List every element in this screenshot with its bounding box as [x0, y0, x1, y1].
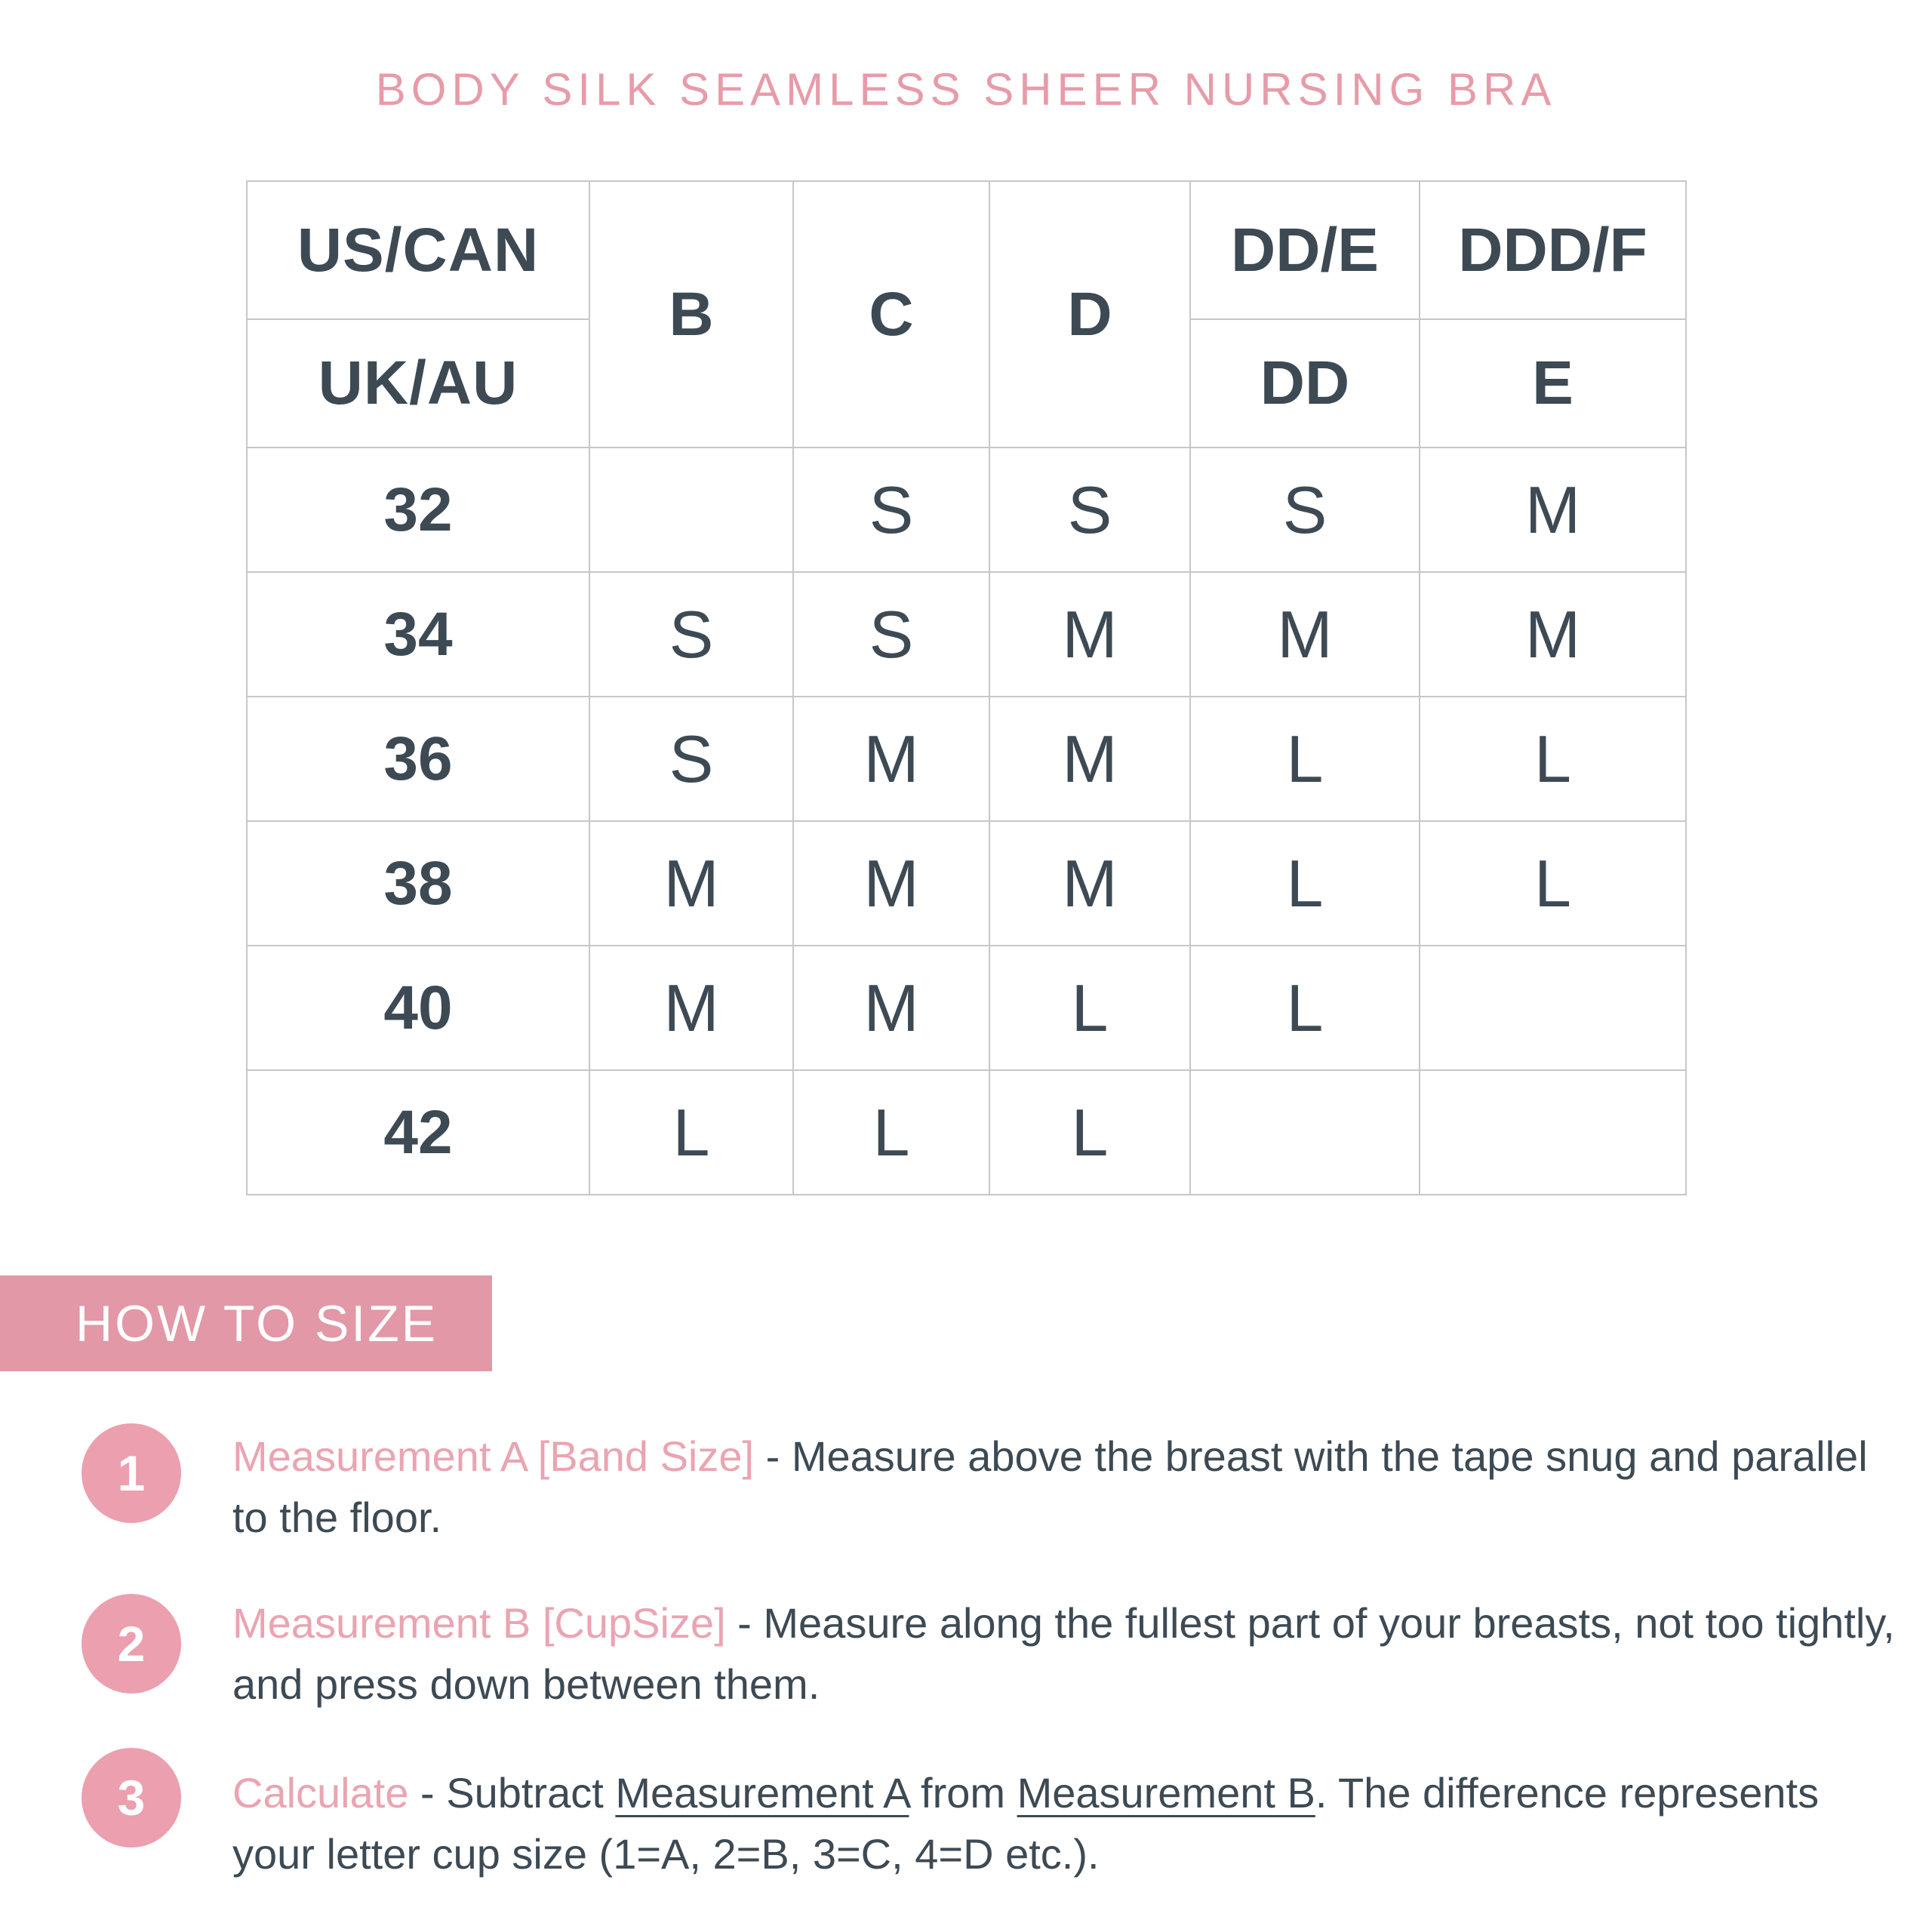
size-cell: L — [989, 946, 1190, 1070]
band-size-value: 42 — [247, 1070, 589, 1195]
size-cell: L — [1190, 821, 1420, 946]
table-row-band-40 — [247, 946, 1686, 1070]
size-cell: L — [989, 1070, 1190, 1195]
header-cup-ddd-f: DDD/F — [1420, 181, 1686, 319]
header-cup-e: E — [1420, 319, 1686, 448]
table-row-band-34 — [247, 572, 1686, 697]
band-size-value: 34 — [247, 572, 589, 697]
table-row-band-42 — [247, 1070, 1686, 1195]
size-cell: M — [589, 946, 793, 1070]
table-row-band-36 — [247, 697, 1686, 821]
size-cell: M — [1420, 572, 1686, 697]
step-1-label: Measurement A [Band Size] — [232, 1432, 755, 1480]
header-uk-au: UK/AU — [247, 319, 589, 448]
header-cup-dd: DD — [1190, 319, 1420, 448]
step-3-underlined-measurement-b: Measurement B — [1017, 1769, 1315, 1817]
size-cell: M — [989, 697, 1190, 821]
size-cell: S — [1190, 448, 1420, 572]
size-cell: L — [589, 1070, 793, 1195]
step-1-body: - Measure above the breast with the tape snug and parallel to the floor. — [232, 1432, 1868, 1541]
size-cell: S — [793, 448, 989, 572]
step-2-label: Measurement B [CupSize] — [232, 1599, 726, 1647]
size-cell: S — [589, 572, 793, 697]
header-cup-b: B — [589, 181, 793, 448]
size-cell: S — [989, 448, 1190, 572]
size-cell — [1420, 946, 1686, 1070]
step-number: 3 — [117, 1770, 146, 1826]
header-cup-c: C — [793, 181, 989, 448]
step-1-number-badge — [82, 1423, 181, 1523]
size-cell: M — [589, 821, 793, 946]
step-3-body-post: . The difference represents your letter cup size (1=A, 2=B, 3=C, 4=D etc.). — [232, 1769, 1820, 1878]
size-cell: L — [1190, 946, 1420, 1070]
band-size-value: 32 — [247, 448, 589, 572]
header-cup-dd-e: DD/E — [1190, 181, 1420, 319]
product-title: BODY SILK SEAMLESS SHEER NURSING BRA — [375, 64, 1557, 115]
table-row-band-32 — [247, 448, 1686, 572]
step-3-label: Calculate — [232, 1769, 409, 1817]
size-cell: M — [793, 946, 989, 1070]
size-cell: M — [793, 821, 989, 946]
size-cell: S — [793, 572, 989, 697]
table-header-row-top — [247, 181, 1686, 319]
how-to-size-heading: HOW TO SIZE — [75, 1294, 438, 1352]
table-row-band-38 — [247, 821, 1686, 946]
step-number: 1 — [117, 1445, 146, 1501]
size-cell: L — [1420, 821, 1686, 946]
size-cell: S — [589, 697, 793, 821]
step-number: 2 — [117, 1616, 146, 1672]
step-3-text — [232, 1762, 1904, 1884]
step-3-number-badge — [82, 1748, 181, 1847]
step-2-number-badge — [82, 1594, 181, 1694]
size-chart-table — [246, 180, 1687, 1195]
band-size-value: 38 — [247, 821, 589, 946]
size-cell: M — [1190, 572, 1420, 697]
band-size-value: 36 — [247, 697, 589, 821]
size-cell: M — [793, 697, 989, 821]
size-cell: L — [793, 1070, 989, 1195]
step-3-body-mid: from — [909, 1769, 1017, 1817]
size-cell: L — [1190, 697, 1420, 821]
size-cell — [589, 448, 793, 572]
size-chart — [246, 180, 1687, 1195]
header-us-can: US/CAN — [247, 181, 589, 319]
size-cell: M — [1420, 448, 1686, 572]
size-cell — [1190, 1070, 1420, 1195]
band-size-value: 40 — [247, 946, 589, 1070]
size-cell — [1420, 1070, 1686, 1195]
size-cell: M — [989, 821, 1190, 946]
step-2-body: - Measure along the fullest part of your breasts, not too tightly, and press down between them. — [232, 1599, 1895, 1708]
how-to-size-banner — [0, 1275, 492, 1371]
step-3-underlined-measurement-a: Measurement A — [615, 1769, 909, 1817]
size-cell: M — [989, 572, 1190, 697]
size-cell: L — [1420, 697, 1686, 821]
step-2-text — [232, 1592, 1904, 1715]
step-1-text — [232, 1426, 1904, 1548]
step-3-body-pre: - Subtract — [408, 1769, 616, 1817]
header-cup-d: D — [989, 181, 1190, 448]
